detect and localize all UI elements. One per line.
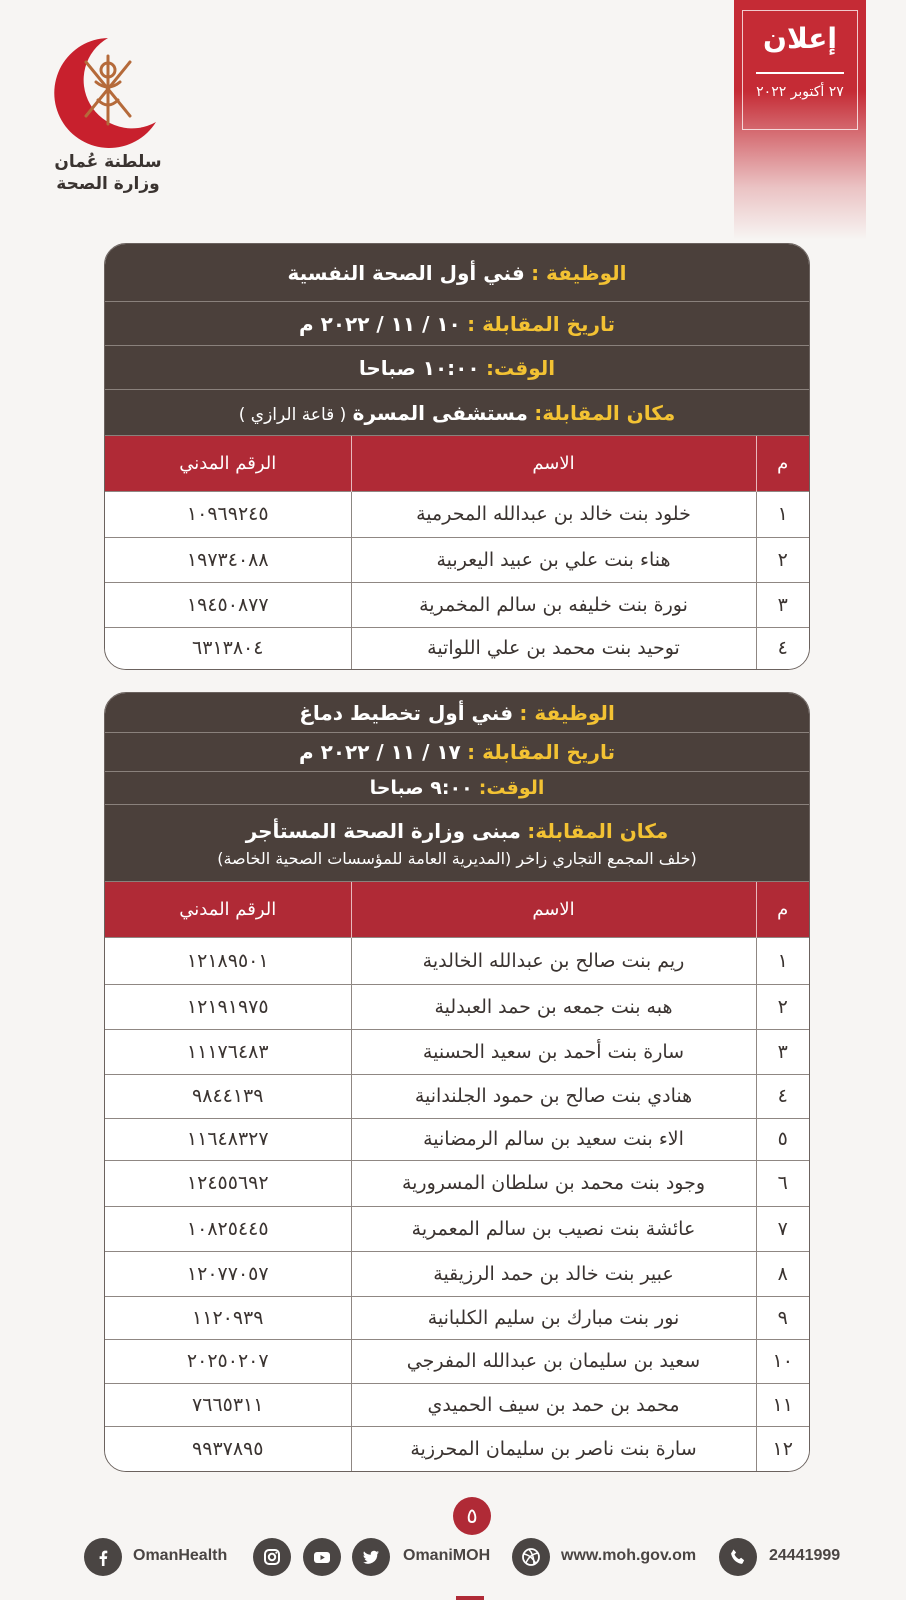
civil-id: ١١١٧٦٤٨٣ <box>105 1029 351 1074</box>
candidates-table-1 <box>105 436 809 669</box>
table-row <box>105 1160 809 1206</box>
civil-id: ٦٣١٣٨٠٤ <box>105 627 351 669</box>
ministry-logo <box>38 30 168 200</box>
row-number: ٢ <box>756 537 809 582</box>
job-row <box>105 693 809 733</box>
announcement-ribbon <box>734 0 866 240</box>
page-number-badge: ٥ <box>453 1497 491 1535</box>
job-label: الوظيفة : <box>519 700 615 725</box>
date-label: تاريخ المقابلة : <box>467 311 615 336</box>
twitter-icon[interactable] <box>352 1538 390 1576</box>
row-number: ٢ <box>756 984 809 1029</box>
candidate-name: سعيد بن سليمان بن عبدالله المفرجي <box>351 1339 756 1383</box>
date-value: ١٠ / ١١ / ٢٠٢٢ م <box>299 311 461 336</box>
candidate-name: خلود بنت خالد بن عبدالله المحرمية <box>351 491 756 537</box>
candidate-name: توحيد بنت محمد بن علي اللواتية <box>351 627 756 669</box>
row-number: ١١ <box>756 1383 809 1426</box>
announcement-date: ٢٧ أكتوبر ٢٠٢٢ <box>756 84 844 100</box>
place-label: مكان المقابلة: <box>534 400 676 425</box>
social-handle[interactable]: OmaniMOH <box>403 1547 491 1564</box>
candidate-name: سارة بنت أحمد بن سعيد الحسنية <box>351 1029 756 1074</box>
civil-id: ١١٦٤٨٣٢٧ <box>105 1118 351 1160</box>
civil-id: ٩٨٤٤١٣٩ <box>105 1074 351 1118</box>
table-row <box>105 1339 809 1383</box>
job-value: فني أول الصحة النفسية <box>287 260 525 285</box>
announcement-title: إعلان <box>763 22 837 55</box>
date-row <box>105 733 809 772</box>
logo-line-sultanate: سلطنة عُمان <box>54 152 162 172</box>
row-number: ٩ <box>756 1296 809 1339</box>
civil-id: ١٢٠٧٧٠٥٧ <box>105 1251 351 1296</box>
candidate-name: هنادي بنت صالح بن حمود الجلندانية <box>351 1074 756 1118</box>
table-row <box>105 537 809 582</box>
facebook-handle[interactable]: OmanHealth <box>133 1547 228 1564</box>
footer-contacts <box>0 1538 906 1578</box>
facebook-icon[interactable] <box>84 1538 122 1576</box>
candidate-name: سارة بنت ناصر بن سليمان المحرزية <box>351 1426 756 1471</box>
bottom-accent-mark <box>456 1596 484 1600</box>
col-header-name: الاسم <box>351 436 756 491</box>
job-label: الوظيفة : <box>531 260 627 285</box>
row-number: ٦ <box>756 1160 809 1206</box>
table-row <box>105 582 809 627</box>
interview-section-1 <box>104 243 810 670</box>
time-row <box>105 772 809 805</box>
table-row <box>105 1074 809 1118</box>
civil-id: ١٠٩٦٩٢٤٥ <box>105 491 351 537</box>
place-detail: ( قاعة الرازي ) <box>238 404 347 425</box>
youtube-icon[interactable] <box>303 1538 341 1576</box>
table-header-row <box>105 882 809 937</box>
phone-icon[interactable] <box>719 1538 757 1576</box>
instagram-icon[interactable] <box>253 1538 291 1576</box>
row-number: ١٠ <box>756 1339 809 1383</box>
interview-section-2 <box>104 692 810 1472</box>
row-number: ٤ <box>756 1074 809 1118</box>
place-note: (خلف المجمع التجاري زاخر (المديرية العامة للمؤسسات الصحية الخاصة) <box>217 848 697 868</box>
col-header-civil-id: الرقم المدني <box>105 882 351 937</box>
date-row <box>105 302 809 346</box>
table-header-row <box>105 436 809 491</box>
candidate-name: عبير بنت خالد بن حمد الرزيقية <box>351 1251 756 1296</box>
candidate-name: نور بنت مبارك بن سليم الكلبانية <box>351 1296 756 1339</box>
civil-id: ٩٩٣٧٨٩٥ <box>105 1426 351 1471</box>
place-row <box>105 390 809 436</box>
place-row <box>105 805 809 882</box>
time-label: الوقت: <box>485 355 556 380</box>
table-row <box>105 1118 809 1160</box>
col-header-number: م <box>756 882 809 937</box>
date-label: تاريخ المقابلة : <box>467 740 615 764</box>
place-value: مبنى وزارة الصحة المستأجر <box>245 818 521 843</box>
place-label: مكان المقابلة: <box>527 818 669 843</box>
col-header-name: الاسم <box>351 882 756 937</box>
civil-id: ١٢١٩١٩٧٥ <box>105 984 351 1029</box>
time-row <box>105 346 809 390</box>
col-header-number: م <box>756 436 809 491</box>
website-link[interactable]: www.moh.gov.om <box>561 1547 697 1564</box>
col-header-civil-id: الرقم المدني <box>105 436 351 491</box>
table-row <box>105 937 809 984</box>
table-row <box>105 984 809 1029</box>
table-row <box>105 1426 809 1471</box>
row-number: ٣ <box>756 582 809 627</box>
phone-number[interactable]: 24441999 <box>769 1547 841 1564</box>
civil-id: ١٠٨٢٥٤٤٥ <box>105 1206 351 1251</box>
civil-id: ١٩٤٥٠٨٧٧ <box>105 582 351 627</box>
time-value: ١٠:٠٠ صباحا <box>358 355 480 380</box>
date-value: ١٧ / ١١ / ٢٠٢٢ م <box>299 740 461 764</box>
candidate-name: هناء بنت علي بن عبيد اليعربية <box>351 537 756 582</box>
row-number: ٨ <box>756 1251 809 1296</box>
ribbon-divider <box>756 72 844 74</box>
civil-id: ١٢٤٥٥٦٩٢ <box>105 1160 351 1206</box>
candidate-name: هبه بنت جمعه بن حمد العبدلية <box>351 984 756 1029</box>
candidate-name: وجود بنت محمد بن سلطان المسرورية <box>351 1160 756 1206</box>
civil-id: ١٢١٨٩٥٠١ <box>105 937 351 984</box>
table-row <box>105 1251 809 1296</box>
table-row <box>105 1029 809 1074</box>
candidate-name: محمد بن حمد بن سيف الحميدي <box>351 1383 756 1426</box>
table-row <box>105 1383 809 1426</box>
row-number: ١ <box>756 937 809 984</box>
row-number: ٧ <box>756 1206 809 1251</box>
row-number: ١ <box>756 491 809 537</box>
candidate-name: الاء بنت سعيد بن سالم الرمضانية <box>351 1118 756 1160</box>
candidates-table-2 <box>105 882 809 1471</box>
civil-id: ١٩٧٣٤٠٨٨ <box>105 537 351 582</box>
row-number: ٣ <box>756 1029 809 1074</box>
civil-id: ٢٠٢٥٠٢٠٧ <box>105 1339 351 1383</box>
table-row <box>105 491 809 537</box>
candidate-name: ريم بنت صالح بن عبدالله الخالدية <box>351 937 756 984</box>
crescent-khanjar-emblem-icon <box>38 30 168 150</box>
logo-line-ministry: وزارة الصحة <box>56 174 160 194</box>
job-row <box>105 244 809 302</box>
time-value: ٩:٠٠ صباحا <box>369 777 473 799</box>
candidate-name: نورة بنت خليفه بن سالم المخمرية <box>351 582 756 627</box>
row-number: ١٢ <box>756 1426 809 1471</box>
time-label: الوقت: <box>478 777 545 799</box>
globe-icon[interactable] <box>512 1538 550 1576</box>
table-row <box>105 627 809 669</box>
table-row <box>105 1296 809 1339</box>
civil-id: ٧٦٦٥٣١١ <box>105 1383 351 1426</box>
row-number: ٥ <box>756 1118 809 1160</box>
civil-id: ١١٢٠٩٣٩ <box>105 1296 351 1339</box>
candidate-name: عائشة بنت نصيب بن سالم المعمرية <box>351 1206 756 1251</box>
place-value: مستشفى المسرة <box>352 400 528 425</box>
table-row <box>105 1206 809 1251</box>
job-value: فني أول تخطيط دماغ <box>299 700 514 725</box>
row-number: ٤ <box>756 627 809 669</box>
